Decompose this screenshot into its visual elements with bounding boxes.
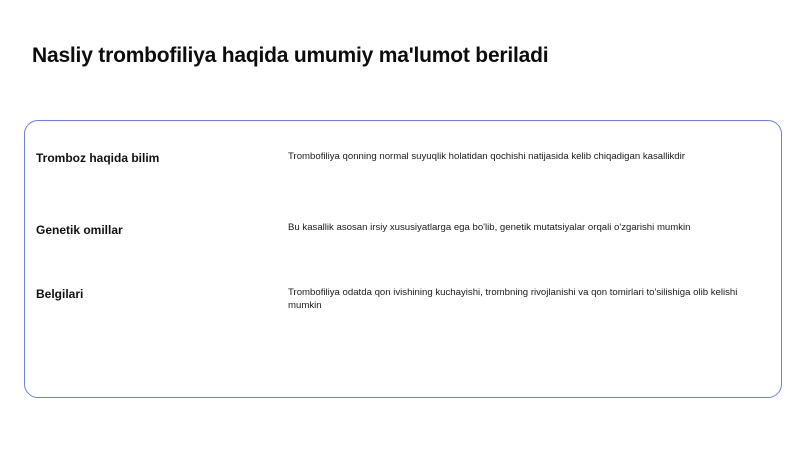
row-label: Genetik omillar [36, 223, 123, 237]
row-label: Tromboz haqida bilim [36, 151, 160, 165]
row-description: Trombofiliya qonning normal suyuqlik holatidan qochishi natijasida kelib chiqadigan kasallikdir [288, 151, 685, 162]
info-card [24, 120, 782, 398]
slide-title: Nasliy trombofiliya haqida umumiy ma'lumot beriladi [32, 44, 549, 67]
row-description: Bu kasallik asosan irsiy xususiyatlarga ega bo'lib, genetik mutatsiyalar orqali o'zgarishi mumkin [288, 222, 691, 233]
row-label: Belgilari [36, 287, 84, 301]
row-description: Trombofiliya odatda qon ivishining kuchayishi, trombning rivojlanishi va qon tomirlari to'silishiga olib kelishi mumkin [288, 287, 738, 311]
